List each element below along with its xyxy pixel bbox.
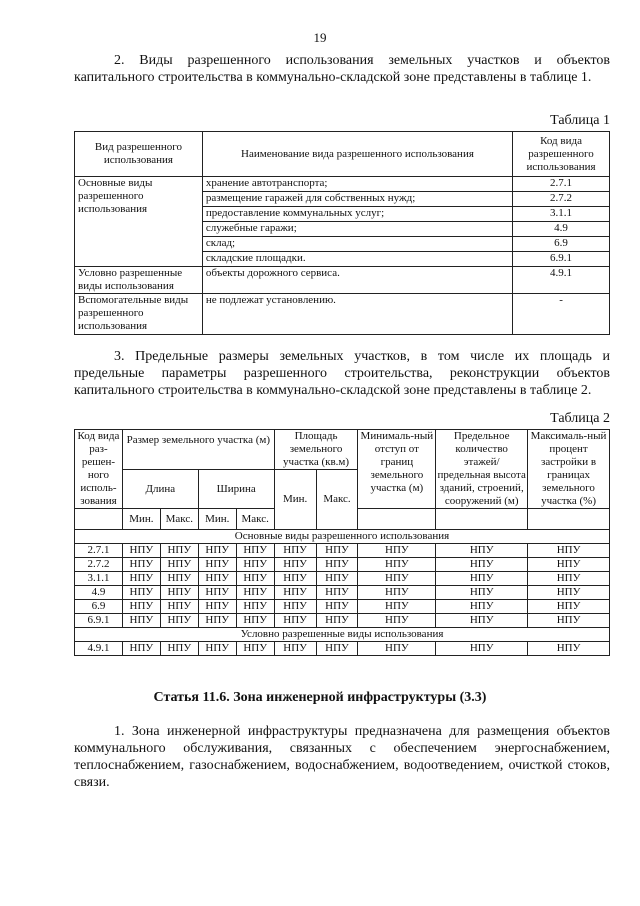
t2-header-width-min: Мин.	[198, 509, 236, 530]
t1-use-name: объекты дорожного сервиса.	[202, 267, 512, 294]
t2-value: НПУ	[160, 600, 198, 614]
t2-value: НПУ	[122, 544, 160, 558]
t2-value: НПУ	[436, 558, 528, 572]
t2-value: НПУ	[236, 600, 274, 614]
paragraph-2: 2. Виды разрешенного использования земельных участков и объектов капитального строительства в коммунально-складской зоне представлены в таблице 1.	[74, 53, 610, 85]
t2-value: НПУ	[528, 642, 610, 656]
t1-use-name: складские площадки.	[202, 252, 512, 267]
t2-value: НПУ	[198, 572, 236, 586]
t1-header-type: Вид разрешенного использования	[75, 132, 203, 177]
table2-caption: Таблица 2	[550, 411, 610, 426]
t1-category: Вспомогательные виды разрешенного использования	[75, 294, 203, 335]
t2-row	[75, 572, 610, 586]
t2-header-percent: Максималь-ный процент застройки в границах земельного участка (%)	[528, 430, 610, 509]
t1-use-code: 2.7.1	[513, 177, 610, 192]
t2-header-area-max: Макс.	[316, 470, 358, 530]
t2-value: НПУ	[436, 544, 528, 558]
t2-value: НПУ	[160, 572, 198, 586]
t1-use-code: 4.9.1	[513, 267, 610, 294]
t1-row	[75, 177, 610, 192]
t2-value: НПУ	[198, 586, 236, 600]
t2-header-width: Ширина	[198, 470, 274, 509]
t2-value: НПУ	[160, 558, 198, 572]
t2-value: НПУ	[122, 558, 160, 572]
t1-use-code: 2.7.2	[513, 192, 610, 207]
t2-row	[75, 544, 610, 558]
t2-code: 3.1.1	[75, 572, 123, 586]
t2-value: НПУ	[528, 572, 610, 586]
t2-value: НПУ	[236, 614, 274, 628]
t2-header-setback: Минималь-ный отступ от границ земельного участка (м)	[358, 430, 436, 509]
t2-value: НПУ	[274, 586, 316, 600]
t2-value: НПУ	[198, 642, 236, 656]
t2-value: НПУ	[236, 642, 274, 656]
t2-value: НПУ	[198, 614, 236, 628]
article-heading: Статья 11.6. Зона инженерной инфраструктуры (3.3)	[153, 690, 487, 705]
t2-code: 6.9	[75, 600, 123, 614]
t2-value: НПУ	[122, 586, 160, 600]
t1-use-name: хранение автотранспорта;	[202, 177, 512, 192]
t2-value: НПУ	[274, 558, 316, 572]
t2-value: НПУ	[528, 600, 610, 614]
t2-value: НПУ	[160, 586, 198, 600]
t1-use-code: 3.1.1	[513, 207, 610, 222]
t2-header-width-max: Макс.	[236, 509, 274, 530]
t2-value: НПУ	[160, 614, 198, 628]
t2-value: НПУ	[274, 544, 316, 558]
t2-value: НПУ	[236, 544, 274, 558]
t2-value: НПУ	[436, 572, 528, 586]
t2-value: НПУ	[160, 642, 198, 656]
t2-row	[75, 558, 610, 572]
t2-value: НПУ	[528, 614, 610, 628]
t1-use-name: размещение гаражей для собственных нужд;	[202, 192, 512, 207]
t2-value: НПУ	[122, 572, 160, 586]
t2-value: НПУ	[316, 558, 358, 572]
t2-code: 2.7.2	[75, 558, 123, 572]
t2-value: НПУ	[316, 642, 358, 656]
t2-value: НПУ	[122, 600, 160, 614]
t1-category: Условно разрешенные виды использования	[75, 267, 203, 294]
t2-value: НПУ	[436, 614, 528, 628]
t2-header-length: Длина	[122, 470, 198, 509]
t2-value: НПУ	[316, 586, 358, 600]
t2-header-area-min: Мин.	[274, 470, 316, 530]
t2-code: 4.9	[75, 586, 123, 600]
table1-caption: Таблица 1	[550, 113, 610, 128]
t1-use-code: 6.9	[513, 237, 610, 252]
t1-category: Основные виды разрешенного использования	[75, 177, 203, 267]
t2-header-floors: Предельное количество этажей/ предельная высота зданий, строений, сооружений (м)	[437, 430, 526, 507]
t1-header-name: Наименование вида разрешенного использования	[202, 132, 512, 177]
t2-value: НПУ	[198, 544, 236, 558]
t2-value: НПУ	[274, 600, 316, 614]
t2-value: НПУ	[436, 600, 528, 614]
t2-value: НПУ	[358, 642, 436, 656]
t2-value: НПУ	[274, 614, 316, 628]
t1-row	[75, 267, 610, 294]
t2-value: НПУ	[236, 572, 274, 586]
t2-value: НПУ	[274, 572, 316, 586]
t2-value: НПУ	[528, 544, 610, 558]
t2-value: НПУ	[316, 600, 358, 614]
t1-use-name: не подлежат установлению.	[202, 294, 512, 335]
t1-use-name: предоставление коммунальных услуг;	[202, 207, 512, 222]
t2-header-code: Код вида раз-решен-ного исполь-зования	[75, 430, 123, 509]
t1-use-code: 4.9	[513, 222, 610, 237]
t2-section-title: Условно разрешенные виды использования	[75, 628, 610, 642]
page-number: 19	[313, 30, 327, 45]
t2-value: НПУ	[316, 572, 358, 586]
t1-use-code: 6.9.1	[513, 252, 610, 267]
t2-value: НПУ	[358, 572, 436, 586]
t2-row	[75, 600, 610, 614]
paragraph-3: 3. Предельные размеры земельных участков, в том числе их площадь и предельные параметры разрешенного строительства, реконструкции объектов капитального строительства в коммунально-складской зоне представлены в таблице 2.	[74, 349, 610, 398]
table-1	[74, 131, 610, 335]
t2-value: НПУ	[316, 544, 358, 558]
paragraph-article-1: 1. Зона инженерной инфраструктуры предназначена для размещения объектов коммунального обслуживания, связанных с обеспечением энергоснабжением, теплоснабжением, газоснабжением, водоснабжением, водоотведением, очисткой стоков, связи.	[74, 724, 610, 790]
t2-value: НПУ	[198, 558, 236, 572]
t2-value: НПУ	[436, 586, 528, 600]
t2-value: НПУ	[122, 614, 160, 628]
t2-value: НПУ	[274, 642, 316, 656]
t1-use-name: служебные гаражи;	[202, 222, 512, 237]
t2-value: НПУ	[528, 558, 610, 572]
t2-row	[75, 614, 610, 628]
t2-code: 6.9.1	[75, 614, 123, 628]
t2-section-title: Основные виды разрешенного использования	[75, 530, 610, 544]
t1-use-name: склад;	[202, 237, 512, 252]
t1-header-code: Код вида разрешенного использования	[513, 132, 610, 177]
t2-value: НПУ	[316, 614, 358, 628]
t2-value: НПУ	[358, 586, 436, 600]
t2-value: НПУ	[122, 642, 160, 656]
t2-value: НПУ	[358, 600, 436, 614]
t2-row	[75, 586, 610, 600]
t2-value: НПУ	[436, 642, 528, 656]
t1-use-code: -	[513, 294, 610, 335]
t2-code: 4.9.1	[75, 642, 123, 656]
t2-header-length-min: Мин.	[122, 509, 160, 530]
t2-header-area: Площадь земельного участка (кв.м)	[274, 430, 358, 470]
t2-value: НПУ	[198, 600, 236, 614]
t2-row	[75, 642, 610, 656]
t2-value: НПУ	[358, 614, 436, 628]
t2-header-length-max: Макс.	[160, 509, 198, 530]
t2-value: НПУ	[236, 558, 274, 572]
t2-value: НПУ	[358, 558, 436, 572]
t2-code: 2.7.1	[75, 544, 123, 558]
t2-header-size: Размер земельного участка (м)	[122, 430, 274, 470]
t1-row	[75, 294, 610, 335]
table-2	[74, 429, 610, 656]
t2-value: НПУ	[160, 544, 198, 558]
t2-value: НПУ	[236, 586, 274, 600]
t2-value: НПУ	[358, 544, 436, 558]
t2-value: НПУ	[528, 586, 610, 600]
